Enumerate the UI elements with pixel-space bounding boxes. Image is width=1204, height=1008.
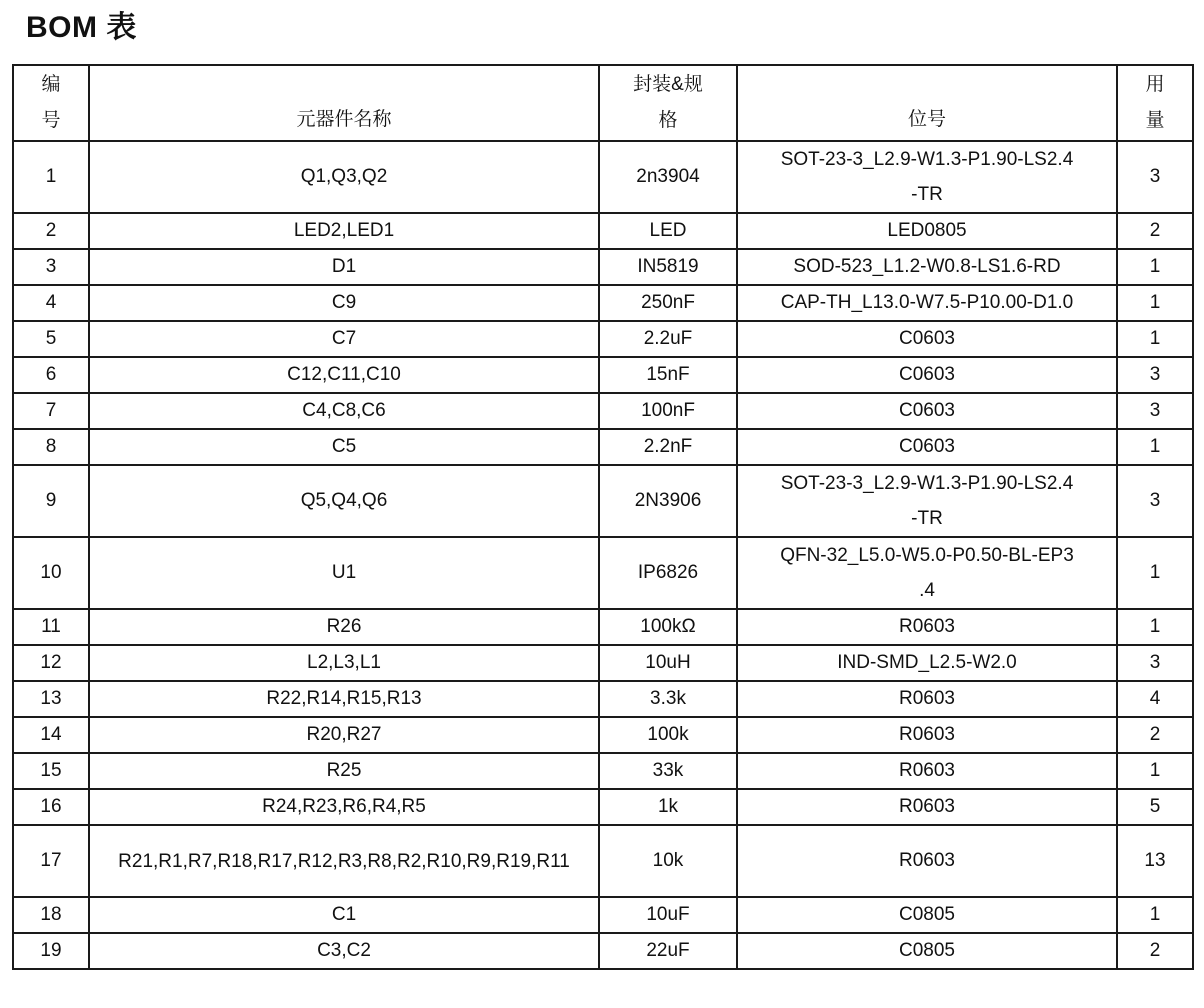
position-line: SOT-23-3_L2.9-W1.3-P1.90-LS2.4: [780, 473, 1074, 494]
cell-package: 100kΩ: [599, 609, 737, 645]
cell-position: [737, 753, 1117, 789]
cell-position: [737, 285, 1117, 321]
cell-no: 8: [13, 429, 89, 465]
cell-no: 16: [13, 789, 89, 825]
cell-package: 100nF: [599, 393, 737, 429]
position-line: SOT-23-3_L2.9-W1.3-P1.90-LS2.4: [780, 149, 1074, 170]
cell-no: 10: [13, 537, 89, 609]
bom-table-body: [13, 141, 1193, 969]
cell-name: L2,L3,L1: [89, 645, 599, 681]
cell-no: 1: [13, 141, 89, 213]
cell-no: 4: [13, 285, 89, 321]
cell-package: 3.3k: [599, 681, 737, 717]
header-package-line: 格: [658, 110, 678, 131]
position-line: C0603: [899, 400, 955, 421]
cell-package: 10uF: [599, 897, 737, 933]
cell-name: C12,C11,C10: [89, 357, 599, 393]
cell-quantity: 3: [1117, 357, 1193, 393]
cell-position: [737, 789, 1117, 825]
cell-quantity: 1: [1117, 249, 1193, 285]
cell-package: LED: [599, 213, 737, 249]
cell-position: [737, 933, 1117, 969]
table-row: [13, 213, 1193, 249]
cell-quantity: 1: [1117, 321, 1193, 357]
table-row: [13, 789, 1193, 825]
cell-quantity: 13: [1117, 825, 1193, 897]
cell-position: [737, 897, 1117, 933]
cell-quantity: 2: [1117, 717, 1193, 753]
cell-no: 18: [13, 897, 89, 933]
table-row: [13, 717, 1193, 753]
cell-position: [737, 357, 1117, 393]
cell-position: [737, 717, 1117, 753]
cell-position: [737, 429, 1117, 465]
header-quantity: [1117, 65, 1193, 141]
cell-name: R26: [89, 609, 599, 645]
cell-no: 5: [13, 321, 89, 357]
cell-no: 2: [13, 213, 89, 249]
cell-position: [737, 213, 1117, 249]
cell-name: C7: [89, 321, 599, 357]
bom-table: [12, 64, 1194, 970]
header-position: 位号: [737, 65, 1117, 141]
cell-no: 12: [13, 645, 89, 681]
cell-package: IN5819: [599, 249, 737, 285]
position-line: C0805: [899, 940, 955, 961]
table-row: [13, 681, 1193, 717]
position-line: QFN-32_L5.0-W5.0-P0.50-BL-EP3: [780, 545, 1074, 566]
header-no-line: 编: [41, 74, 61, 95]
position-line: LED0805: [887, 220, 967, 241]
cell-quantity: 1: [1117, 537, 1193, 609]
cell-package: 2N3906: [599, 465, 737, 537]
cell-no: 14: [13, 717, 89, 753]
cell-no: 6: [13, 357, 89, 393]
table-row: [13, 933, 1193, 969]
cell-name: C3,C2: [89, 933, 599, 969]
table-row: [13, 321, 1193, 357]
cell-no: 15: [13, 753, 89, 789]
cell-name: U1: [89, 537, 599, 609]
table-row: [13, 357, 1193, 393]
cell-name: R21,R1,R7,R18,R17,R12,R3,R8,R2,R10,R9,R19,R11: [89, 825, 599, 897]
header-name: 元器件名称: [89, 65, 599, 141]
cell-name: C5: [89, 429, 599, 465]
cell-quantity: 3: [1117, 393, 1193, 429]
cell-name: R22,R14,R15,R13: [89, 681, 599, 717]
position-line: R0603: [899, 688, 955, 709]
cell-name: C1: [89, 897, 599, 933]
position-line: C0603: [899, 364, 955, 385]
cell-package: 2.2uF: [599, 321, 737, 357]
cell-package: 1k: [599, 789, 737, 825]
cell-quantity: 1: [1117, 285, 1193, 321]
table-row: [13, 285, 1193, 321]
cell-package: 250nF: [599, 285, 737, 321]
cell-position: [737, 681, 1117, 717]
header-quantity-line: 用: [1145, 74, 1165, 95]
header-quantity-line: 量: [1145, 110, 1165, 131]
cell-quantity: 2: [1117, 933, 1193, 969]
cell-package: 22uF: [599, 933, 737, 969]
cell-package: 10k: [599, 825, 737, 897]
table-row: [13, 825, 1193, 897]
cell-position: [737, 465, 1117, 537]
cell-name: D1: [89, 249, 599, 285]
cell-quantity: 4: [1117, 681, 1193, 717]
cell-name: Q1,Q3,Q2: [89, 141, 599, 213]
cell-quantity: 1: [1117, 897, 1193, 933]
position-line: .4: [919, 580, 935, 601]
table-row: [13, 753, 1193, 789]
table-row: [13, 429, 1193, 465]
table-row: [13, 537, 1193, 609]
position-line: IND-SMD_L2.5-W2.0: [837, 652, 1017, 673]
cell-package: 15nF: [599, 357, 737, 393]
cell-package: 33k: [599, 753, 737, 789]
cell-position: [737, 537, 1117, 609]
position-line: -TR: [911, 184, 943, 205]
header-no-line: 号: [41, 110, 61, 131]
position-line: C0603: [899, 436, 955, 457]
cell-position: [737, 645, 1117, 681]
position-line: R0603: [899, 760, 955, 781]
position-line: R0603: [899, 724, 955, 745]
cell-position: [737, 825, 1117, 897]
table-row: [13, 897, 1193, 933]
cell-position: [737, 249, 1117, 285]
cell-quantity: 3: [1117, 141, 1193, 213]
cell-name: R24,R23,R6,R4,R5: [89, 789, 599, 825]
cell-no: 3: [13, 249, 89, 285]
position-line: SOD-523_L1.2-W0.8-LS1.6-RD: [793, 256, 1061, 277]
table-row: [13, 645, 1193, 681]
bom-table-header: [13, 65, 1193, 141]
cell-no: 11: [13, 609, 89, 645]
position-line: R0603: [899, 796, 955, 817]
cell-no: 13: [13, 681, 89, 717]
cell-package: 10uH: [599, 645, 737, 681]
cell-quantity: 1: [1117, 429, 1193, 465]
cell-name: C4,C8,C6: [89, 393, 599, 429]
cell-quantity: 3: [1117, 645, 1193, 681]
header-row: [13, 65, 1193, 141]
header-no: [13, 65, 89, 141]
cell-name: Q5,Q4,Q6: [89, 465, 599, 537]
cell-name: C9: [89, 285, 599, 321]
cell-name: LED2,LED1: [89, 213, 599, 249]
cell-quantity: 3: [1117, 465, 1193, 537]
header-package-line: 封装&规: [633, 74, 703, 95]
cell-no: 9: [13, 465, 89, 537]
cell-no: 19: [13, 933, 89, 969]
cell-name: R25: [89, 753, 599, 789]
cell-no: 17: [13, 825, 89, 897]
header-package: [599, 65, 737, 141]
cell-no: 7: [13, 393, 89, 429]
page-title: BOM 表: [26, 11, 137, 44]
cell-package: 2.2nF: [599, 429, 737, 465]
cell-name: R20,R27: [89, 717, 599, 753]
cell-position: [737, 609, 1117, 645]
position-line: C0603: [899, 328, 955, 349]
cell-quantity: 1: [1117, 753, 1193, 789]
table-row: [13, 249, 1193, 285]
cell-quantity: 1: [1117, 609, 1193, 645]
table-row: [13, 141, 1193, 213]
position-line: CAP-TH_L13.0-W7.5-P10.00-D1.0: [780, 292, 1074, 313]
position-line: R0603: [899, 850, 955, 871]
cell-quantity: 5: [1117, 789, 1193, 825]
cell-package: 2n3904: [599, 141, 737, 213]
table-row: [13, 609, 1193, 645]
cell-position: [737, 393, 1117, 429]
cell-package: IP6826: [599, 537, 737, 609]
position-line: C0805: [899, 904, 955, 925]
position-line: R0603: [899, 616, 955, 637]
position-line: -TR: [911, 508, 943, 529]
table-row: [13, 465, 1193, 537]
cell-package: 100k: [599, 717, 737, 753]
table-row: [13, 393, 1193, 429]
cell-position: [737, 141, 1117, 213]
cell-quantity: 2: [1117, 213, 1193, 249]
cell-position: [737, 321, 1117, 357]
